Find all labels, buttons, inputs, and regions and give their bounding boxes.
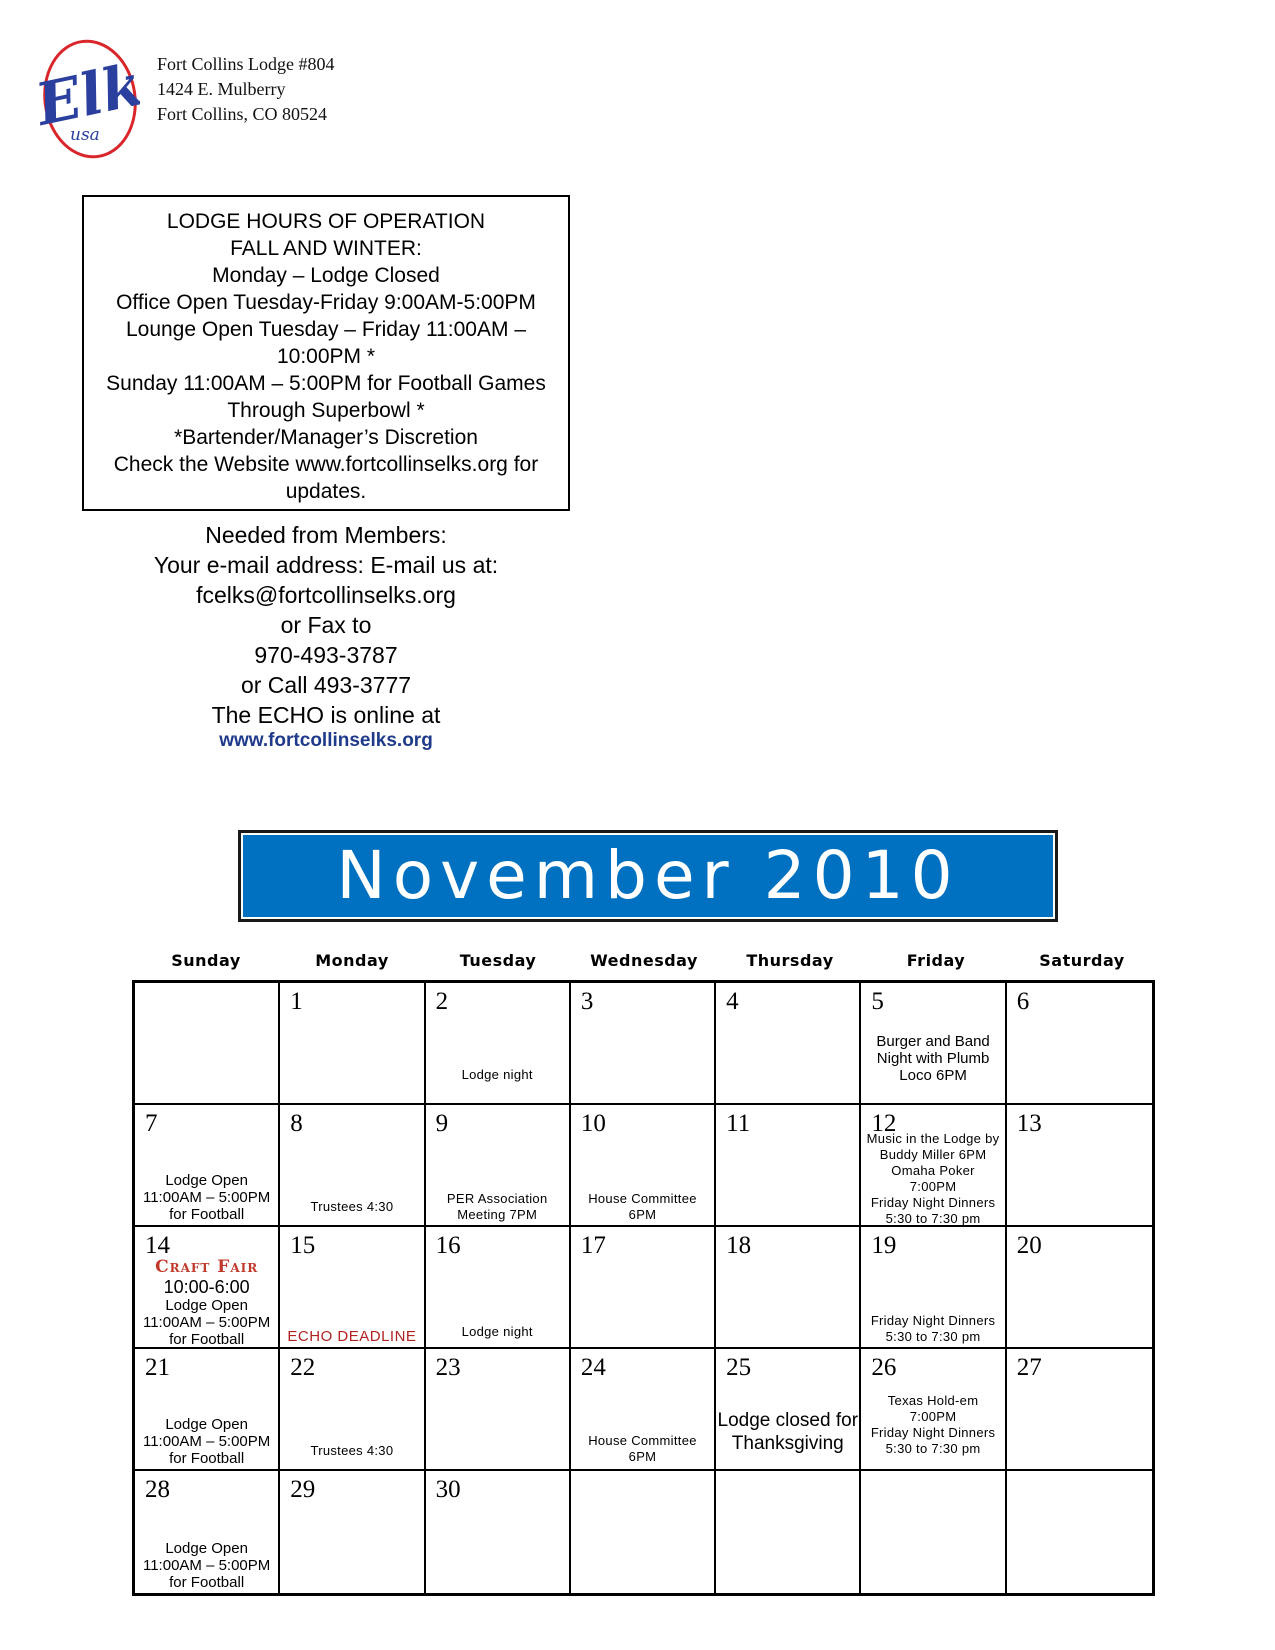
calendar-day-cell (861, 1471, 1006, 1593)
calendar-day-cell (135, 1105, 280, 1227)
day-events (280, 1329, 423, 1347)
calendar-day-cell (571, 983, 716, 1105)
event-line: Trustees 4:30 (310, 1199, 394, 1214)
event-line: Omaha Poker (891, 1163, 975, 1178)
day-events (571, 1191, 714, 1225)
event-line: Burger and Band (876, 1033, 990, 1050)
event-line: 11:00AM – 5:00PM (142, 1314, 271, 1331)
event-line: 11:00AM – 5:00PM (142, 1557, 271, 1574)
event-line: Thanksgiving (731, 1433, 844, 1454)
hours-line: LODGE HOURS OF OPERATION (166, 210, 486, 233)
event-line: Friday Night Dinners (870, 1425, 996, 1440)
event-line: Meeting 7PM (457, 1207, 538, 1222)
calendar-day-cell (135, 1349, 280, 1471)
day-events (135, 1172, 278, 1225)
event-line: for Football (169, 1574, 245, 1591)
calendar-day-cell (135, 1471, 280, 1593)
lodge-address (157, 52, 335, 127)
event-line: Friday Night Dinners (870, 1195, 996, 1210)
dow-sunday: Sunday (171, 951, 241, 970)
day-number: 19 (871, 1232, 897, 1259)
calendar-day-cell (426, 1227, 571, 1349)
day-events (135, 1540, 278, 1593)
calendar-day-cell (280, 983, 425, 1105)
calendar-day-cell (571, 1349, 716, 1471)
day-number: 21 (145, 1354, 170, 1381)
event-line: Buddy Miller 6PM (879, 1147, 987, 1162)
calendar-day-cell (716, 983, 861, 1105)
day-number: 1 (290, 988, 303, 1015)
day-number: 5 (871, 988, 884, 1015)
day-number: 14 (145, 1232, 170, 1259)
dow-thursday: Thursday (746, 951, 834, 970)
event-line: Lodge Open (165, 1172, 248, 1189)
event-line: 7:00PM (909, 1179, 957, 1194)
calendar-title-banner (238, 830, 1058, 922)
day-number: 3 (580, 988, 594, 1015)
calendar-day-cell (280, 1349, 425, 1471)
day-number: 13 (1016, 1110, 1042, 1137)
day-number: 26 (871, 1354, 897, 1381)
day-number: 12 (871, 1110, 897, 1137)
calendar-day-cell (861, 983, 1006, 1105)
event-line: Lodge closed for (717, 1410, 859, 1431)
calendar-day-cell (426, 1349, 571, 1471)
day-events (861, 1313, 1004, 1347)
members-line: The ECHO is online at (211, 702, 441, 728)
members-line: Your e-mail address: E-mail us at: (153, 552, 499, 578)
dow-tuesday: Tuesday (459, 951, 537, 970)
event-line: 5:30 to 7:30 pm (885, 1211, 981, 1226)
event-line: for Football (169, 1450, 245, 1467)
day-events (280, 1443, 423, 1461)
day-number: 10 (580, 1110, 606, 1137)
calendar-day-cell (571, 1471, 716, 1593)
calendar-day-cell (861, 1105, 1006, 1227)
hours-line: Check the Website www.fortcollinselks.org for (113, 453, 539, 476)
day-number: 8 (290, 1110, 303, 1137)
event-line: Lodge Open (165, 1297, 248, 1314)
calendar-day-cell (1007, 1349, 1152, 1471)
elks-logo (34, 34, 140, 164)
calendar-day-cell (426, 1471, 571, 1593)
day-events (426, 1324, 569, 1342)
day-events (280, 1199, 423, 1217)
calendar-day-cell (1007, 983, 1152, 1105)
day-number: 15 (290, 1232, 316, 1259)
day-number: 20 (1016, 1232, 1042, 1259)
members-notice (82, 520, 570, 752)
calendar-day-cell (1007, 1105, 1152, 1227)
calendar-day-cell (426, 983, 571, 1105)
calendar-day-cell (1007, 1471, 1152, 1593)
logo-subtext: usa (70, 125, 100, 145)
calendar-day-cell (861, 1349, 1006, 1471)
calendar-grid (132, 980, 1155, 1596)
event-line: Night with Plumb (876, 1050, 990, 1067)
event-line: Lodge Open (165, 1540, 248, 1557)
day-number: 18 (726, 1232, 752, 1259)
event-line: 10:00-6:00 (163, 1277, 250, 1297)
address-line-1: Fort Collins Lodge #804 (157, 54, 335, 74)
calendar-day-cell (280, 1227, 425, 1349)
event-line: Friday Night Dinners (870, 1313, 996, 1328)
event-line: PER Association (446, 1191, 548, 1206)
hours-line: Lounge Open Tuesday – Friday 11:00AM – (125, 318, 527, 341)
day-number: 17 (580, 1232, 606, 1259)
calendar-day-cell (716, 1349, 861, 1471)
day-events (861, 1131, 1004, 1227)
day-number: 2 (435, 988, 449, 1015)
day-events (716, 1409, 859, 1457)
day-number: 11 (726, 1110, 751, 1137)
calendar-day-cell (135, 1227, 280, 1349)
day-events (426, 1067, 569, 1085)
calendar-day-cell (280, 1471, 425, 1593)
dow-saturday: Saturday (1039, 951, 1125, 970)
calendar-day-cell (1007, 1227, 1152, 1349)
day-events (861, 1393, 1004, 1459)
day-number: 22 (290, 1354, 316, 1381)
calendar-day-cell (280, 1105, 425, 1227)
calendar-day-cell (135, 983, 280, 1105)
days-of-week-header (133, 951, 1155, 970)
calendar-day-cell (571, 1227, 716, 1349)
event-line: 5:30 to 7:30 pm (885, 1329, 981, 1344)
event-line: for Football (169, 1206, 245, 1223)
members-line: or Fax to (280, 612, 372, 638)
event-line: Texas Hold-em (887, 1393, 979, 1408)
day-number: 25 (726, 1354, 752, 1381)
dow-wednesday: Wednesday (590, 951, 698, 970)
event-line: 7:00PM (909, 1409, 957, 1424)
hours-line: Monday – Lodge Closed (212, 264, 440, 287)
day-events (135, 1257, 278, 1349)
event-line: Loco 6PM (899, 1067, 967, 1084)
members-line: Needed from Members: (205, 522, 447, 548)
calendar-day-cell (716, 1227, 861, 1349)
members-fax: 970-493-3787 (254, 642, 398, 668)
day-number: 7 (145, 1110, 158, 1137)
members-line: or Call 493-3777 (240, 672, 412, 698)
dow-monday: Monday (315, 951, 389, 970)
day-events (426, 1191, 569, 1225)
lodge-hours-box (82, 195, 570, 511)
day-number: 30 (435, 1476, 461, 1503)
hours-line: Through Superbowl * (227, 399, 425, 422)
day-number: 23 (435, 1354, 461, 1381)
event-line: House Committee (588, 1191, 697, 1206)
calendar-day-cell (716, 1471, 861, 1593)
event-line: Lodge night (461, 1067, 533, 1082)
calendar-day-cell (716, 1105, 861, 1227)
day-number: 9 (435, 1110, 449, 1137)
dow-friday: Friday (906, 951, 966, 970)
day-number: 29 (290, 1476, 316, 1503)
event-line: 11:00AM – 5:00PM (142, 1433, 271, 1450)
day-number: 28 (145, 1476, 170, 1503)
event-line: 6PM (628, 1449, 657, 1464)
event-line: Lodge Open (165, 1416, 248, 1433)
event-line: Music in the Lodge by (866, 1131, 1000, 1146)
address-line-2: 1424 E. Mulberry (157, 79, 286, 99)
day-events (135, 1416, 278, 1469)
day-events (571, 1433, 714, 1467)
website-link[interactable]: www.fortcollinselks.org (219, 730, 433, 751)
event-line: Trustees 4:30 (310, 1443, 394, 1458)
calendar-day-cell (571, 1105, 716, 1227)
day-number: 16 (435, 1232, 461, 1259)
event-line: 11:00AM – 5:00PM (142, 1189, 271, 1206)
event-line: 6PM (628, 1207, 657, 1222)
hours-line: updates. (285, 480, 367, 503)
event-line: House Committee (588, 1433, 697, 1448)
hours-line: Office Open Tuesday-Friday 9:00AM-5:00PM (116, 291, 536, 314)
craft-fair-label: Craft Fair (155, 1257, 259, 1277)
echo-deadline-label: ECHO DEADLINE (287, 1328, 417, 1345)
members-email[interactable]: fcelks@fortcollinselks.org (196, 582, 456, 608)
hours-line: FALL AND WINTER: (230, 237, 422, 260)
hours-line: Sunday 11:00AM – 5:00PM for Football Games (106, 372, 546, 395)
hours-line: *Bartender/Manager’s Discretion (174, 426, 478, 449)
event-line: 5:30 to 7:30 pm (885, 1441, 981, 1456)
calendar-title: November 2010 (336, 837, 960, 914)
day-number: 27 (1016, 1354, 1042, 1381)
calendar-day-cell (861, 1227, 1006, 1349)
calendar-day-cell (426, 1105, 571, 1227)
day-events (861, 1033, 1004, 1086)
event-line: Lodge night (461, 1324, 533, 1339)
event-line: for Football (169, 1331, 245, 1348)
hours-line: 10:00PM * (276, 345, 376, 368)
day-number: 6 (1016, 988, 1030, 1015)
logo-text: Elks (34, 43, 140, 139)
day-number: 24 (580, 1354, 606, 1381)
day-number: 4 (726, 988, 739, 1015)
address-line-3: Fort Collins, CO 80524 (157, 104, 328, 124)
